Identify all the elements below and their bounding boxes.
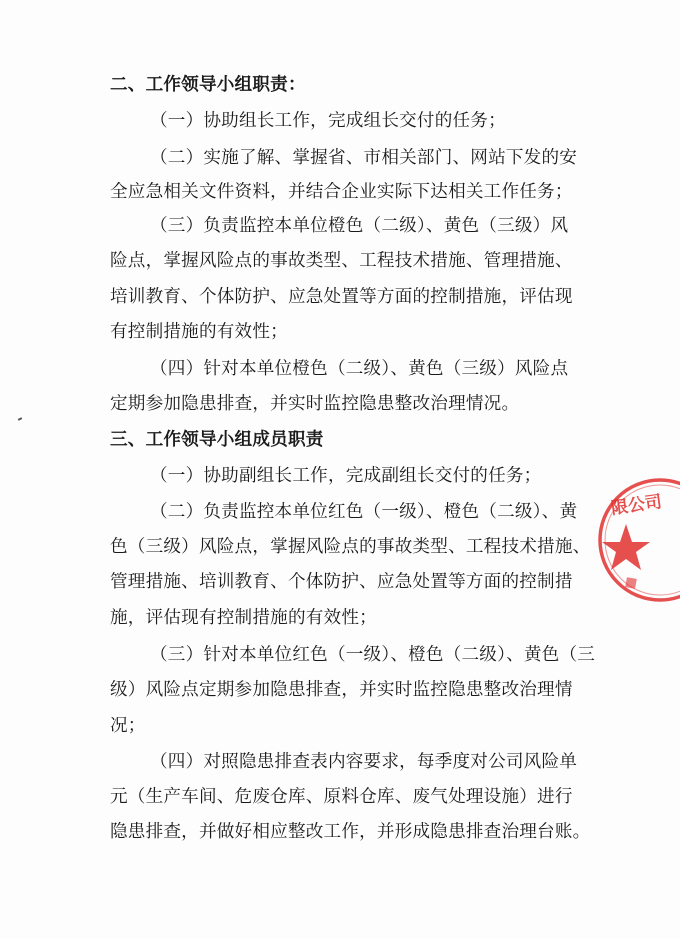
paragraph-line: 培训教育、个体防护、应急处置等方面的控制措施，评估现 (110, 287, 573, 307)
paragraph-line: 元（生产车间、危废仓库、原料仓库、废气处理设施）进行 (110, 787, 573, 807)
section-heading-3: 三、工作领导小组成员职责 (110, 429, 324, 450)
paragraph-line: 定期参加隐患排查，并实时监控隐患整改治理情况。 (110, 394, 520, 414)
seal-star-icon (602, 524, 650, 570)
paragraph-line: （三）针对本单位红色（一级）、橙色（二级）、黄色（三 (150, 645, 596, 665)
paragraph-line: （二）负责监控本单位红色（一级）、橙色（二级）、黄 (150, 502, 578, 522)
paragraph-line: （四）对照隐患排查表内容要求，每季度对公司风险单 (150, 752, 578, 772)
section-heading-2: 二、工作领导小组职责： (110, 74, 306, 95)
paragraph-line: 隐患排查，并做好相应整改工作，并形成隐患排查治理台账。 (110, 822, 591, 842)
paragraph-line: 险点，掌握风险点的事故类型、工程技术措施、管理措施、 (110, 251, 573, 271)
company-seal-stamp (588, 466, 680, 606)
paragraph-line: （二）实施了解、掌握省、市相关部门、网站下发的安 (150, 148, 578, 168)
paragraph-line: （一）协助副组长工作，完成副组长交付的任务； (150, 466, 542, 486)
paragraph-line: 有控制措施的有效性； (110, 322, 288, 342)
paragraph-line: （三）负责监控本单位橙色（二级）、黄色（三级）风 (150, 216, 569, 236)
paragraph-line: （四）针对本单位橙色（二级）、黄色（三级）风险点 (150, 359, 569, 379)
paragraph-line: 级）风险点定期参加隐患排查，并实时监控隐患整改治理情 (110, 680, 573, 700)
seal-text: 限公司 (609, 492, 664, 519)
paragraph-line: 况； (110, 716, 146, 736)
paragraph-line: 管理措施、培训教育、个体防护、应急处置等方面的控制措 (110, 572, 573, 592)
paragraph-line: （一）协助组长工作，完成组长交付的任务； (150, 111, 506, 131)
scan-speck (18, 417, 22, 421)
paragraph-line: 施，评估现有控制措施的有效性； (110, 608, 377, 628)
paragraph-line: 色（三级）风险点，掌握风险点的事故类型、工程技术措施、 (110, 537, 591, 557)
paragraph-line: 全应急相关文件资料，并结合企业实际下达相关工作任务； (110, 182, 573, 202)
